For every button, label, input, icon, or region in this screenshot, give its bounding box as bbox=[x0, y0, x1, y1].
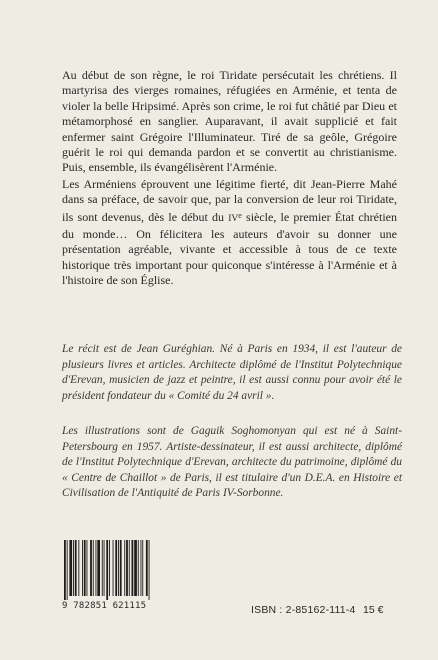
illustrator-bio-text: Les illustrations sont de Gaguik Soghomonyan qui est né à Saint-Petersbourg en 1957. Artiste-dessinateur, il est aussi architecte, diplômé de l'Institut Polytechnique d'Erevan, architecte du patrimoine, diplômé du « Centre de Chaillot » de Paris, il est titulaire d'un D.E.A. en Histoire et Civilisation de l'Antiquité de Paris IV-Sorbonne. bbox=[62, 425, 402, 500]
barcode-bar bbox=[118, 540, 119, 596]
barcode-bar bbox=[109, 540, 110, 596]
barcode-bar bbox=[120, 540, 122, 596]
barcode-bar bbox=[113, 540, 114, 596]
barcode-bar bbox=[129, 540, 130, 596]
barcode-bar bbox=[132, 540, 134, 596]
barcode-bar bbox=[69, 540, 72, 596]
barcode-bar bbox=[87, 540, 88, 596]
barcode-bar bbox=[97, 540, 100, 596]
isbn-label: ISBN : 2-85162-111-4 bbox=[251, 604, 356, 616]
barcode-bar bbox=[84, 540, 86, 596]
author-bio-text: Le récit est de Jean Guréghian. Né à Paris en 1934, il est l'auteur de plusieurs livres et articles. Architecte diplômé de l'Institut Polytechnique d'Erevan, musicien de jazz et peintre, il est aussi connu pour avoir été le président fondateur du « Comité du 24 avril ». bbox=[62, 343, 402, 402]
barcode-bar bbox=[106, 540, 108, 600]
barcode-bar bbox=[124, 540, 125, 596]
illustrator-bio bbox=[62, 424, 402, 502]
barcode-bar bbox=[93, 540, 94, 596]
barcode-bar bbox=[146, 540, 148, 596]
barcode-block bbox=[62, 540, 182, 614]
barcode-bar bbox=[142, 540, 143, 596]
author-bio bbox=[62, 342, 402, 404]
barcode-bar bbox=[102, 540, 103, 596]
summary-paragraph-1: Au début de son règne, le roi Tiridate persécutait les chrétiens. Il martyrisa des vierges romaines, réfugiées en Arménie, et tenta de violer la belle Hripsimé. Après son crime, le roi fut châtié par Dieu et métamorphosé en sanglier. Auparavant, il avait supplicié et fait enfermer saint Grégoire l'Illuminateur. Tiré de sa geôle, Grégoire guérit le roi qui demanda pardon et se convertit au christianisme. Puis, ensemble, ils évangélisèrent l'Arménie. bbox=[62, 68, 397, 175]
summary-blurb bbox=[62, 68, 397, 289]
century-numeral: IV bbox=[228, 213, 239, 224]
price-label: 15 € bbox=[363, 604, 384, 616]
barcode-bar bbox=[78, 540, 79, 596]
barcode-bar bbox=[104, 540, 105, 596]
barcode-bar bbox=[96, 540, 97, 596]
barcode-digits: 9 782851 621115 bbox=[62, 601, 147, 611]
barcode-bar bbox=[149, 540, 150, 600]
summary-paragraph-2-start: Les Arméniens éprouvent une légitime fierté, dit Jean-Pierre Mahé dans sa préface, de savoir que, par la conversion de leur roi Tiridate, ils sont devenus, dès le début du bbox=[62, 176, 397, 224]
barcode-bar bbox=[64, 540, 66, 600]
barcode-bar bbox=[67, 540, 68, 600]
barcode-bar bbox=[134, 540, 137, 596]
summary-paragraph-2 bbox=[62, 177, 397, 289]
summary-paragraph-2-end: siècle, le premier État chrétien du monde… On félicitera les auteurs d'avoir su donner une présentation agréable, vivante et accessible à tous de ce texte historique très important pour quiconque s'intéresse à l'Arménie et à l'histoire de son Église. bbox=[62, 209, 397, 288]
barcode-bar bbox=[73, 540, 74, 596]
barcode-bar bbox=[138, 540, 139, 596]
barcode-bar bbox=[115, 540, 117, 596]
barcode-bar bbox=[75, 540, 77, 596]
barcode-bar bbox=[141, 540, 142, 596]
barcode-bar bbox=[90, 540, 92, 596]
century-superscript: e bbox=[238, 210, 242, 220]
barcode bbox=[62, 540, 182, 600]
barcode-bar bbox=[82, 540, 83, 596]
barcode-bar bbox=[126, 540, 128, 596]
